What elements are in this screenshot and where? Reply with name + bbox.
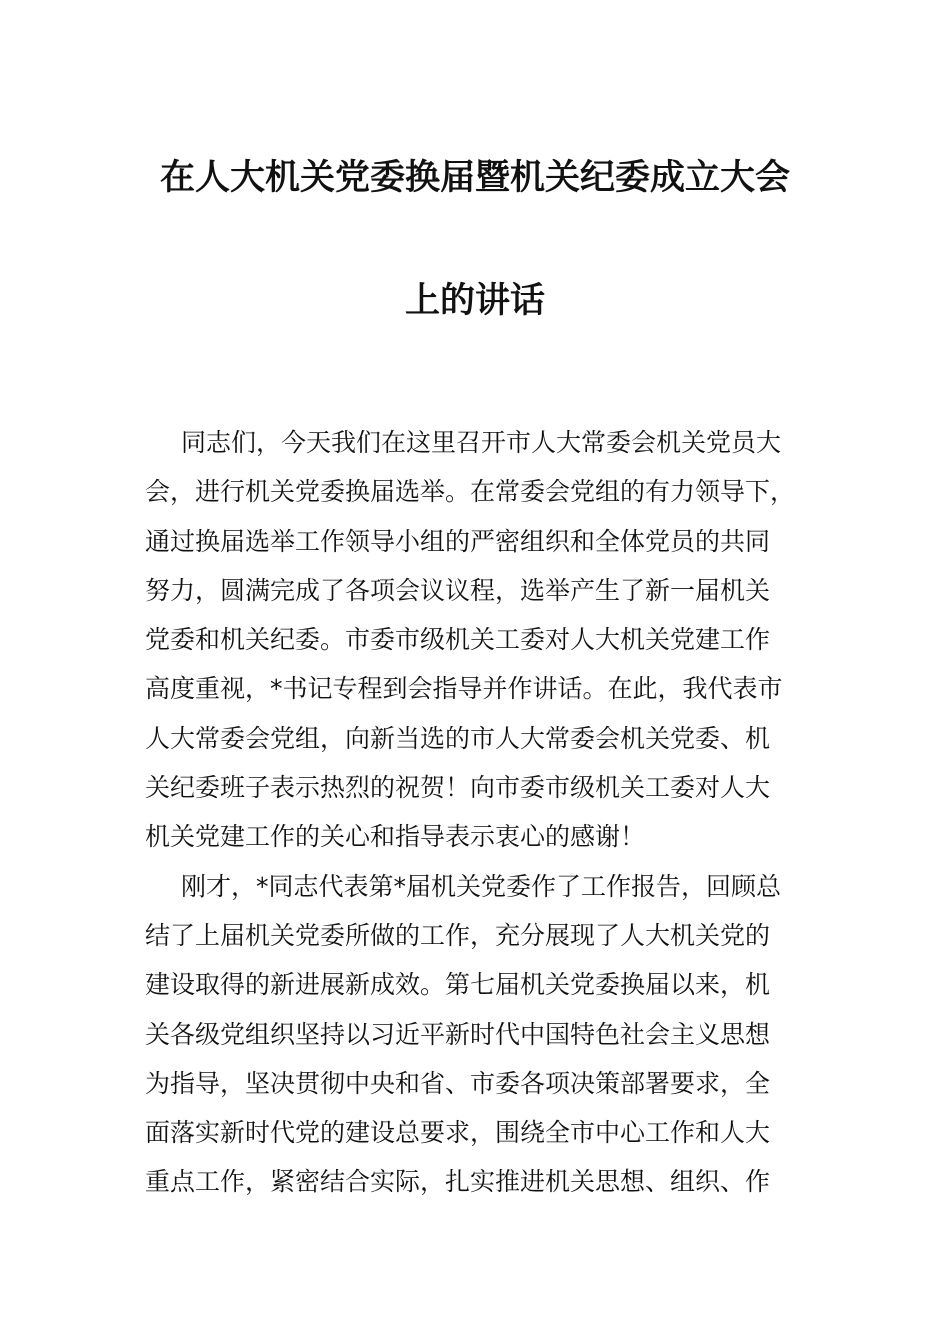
text-line: 同志们，今天我们在这里召开市人大常委会机关党员大 [181, 428, 782, 457]
text-line: 结了上届机关党委所做的工作，充分展现了人大机关党的 [145, 920, 771, 950]
document-title-line-2: 上的讲话 [404, 281, 545, 321]
text-line: 关纪委班子表示热烈的祝贺！向市委市级机关工委对人大 [145, 773, 771, 803]
text-line: 刚才，*同志代表第*届机关党委作了工作报告，回顾总 [181, 871, 782, 901]
text-line: 党委和机关纪委。市委市级机关工委对人大机关党建工作 [145, 625, 771, 655]
text-line: 重点工作，紧密结合实际，扎实推进机关思想、组织、作 [145, 1167, 771, 1197]
text-line: 努力，圆满完成了各项会议议程，选举产生了新一届机关 [145, 575, 771, 605]
text-line: 关各级党组织坚持以习近平新时代中国特色社会主义思想 [145, 1019, 771, 1049]
text-line: 为指导，坚决贯彻中央和省、市委各项决策部署要求，全 [145, 1068, 771, 1098]
text-line: 面落实新时代党的建设总要求，围绕全市中心工作和人大 [145, 1118, 771, 1148]
text-line: 机关党建工作的关心和指导表示衷心的感谢！ [145, 822, 646, 852]
paragraph-1 [145, 418, 805, 862]
document-body [145, 418, 805, 1207]
text-line: 高度重视，*书记专程到会指导并作讲话。在此，我代表市 [145, 674, 783, 704]
document-title-line-1: 在人大机关党委换届暨机关纪委成立大会 [159, 158, 790, 198]
text-line: 建设取得的新进展新成效。第七届机关党委换届以来，机 [145, 970, 771, 1000]
text-line: 人大常委会党组，向新当选的市人大常委会机关党委、机 [145, 723, 771, 753]
paragraph-2 [145, 862, 805, 1207]
text-line: 会，进行机关党委换届选举。在常委会党组的有力领导下， [145, 477, 796, 507]
text-line: 通过换届选举工作领导小组的严密组织和全体党员的共同 [145, 526, 771, 556]
